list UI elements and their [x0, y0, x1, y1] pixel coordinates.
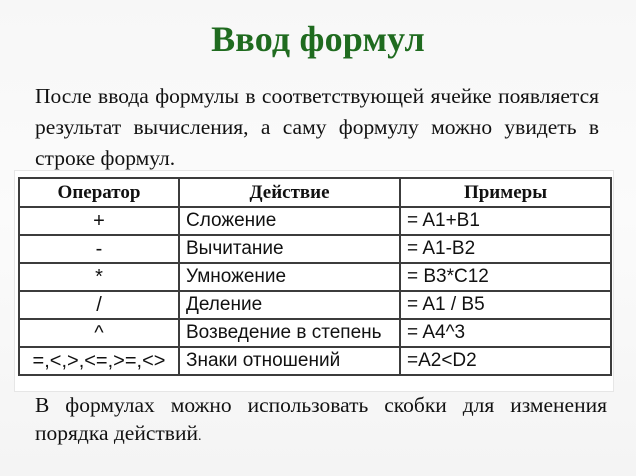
operator-cell: -: [19, 235, 179, 263]
slide-title: Ввод формул: [211, 19, 425, 59]
example-cell: = B3*C12: [400, 263, 611, 291]
table-row: [19, 291, 611, 319]
table-header-row: [19, 178, 611, 207]
action-cell: Деление: [179, 291, 400, 319]
operators-table: [18, 177, 612, 376]
table-row: [19, 319, 611, 347]
operator-cell: =,<,>,<=,>=,<>: [19, 347, 179, 375]
operator-cell: /: [19, 291, 179, 319]
example-cell: = A4^3: [400, 319, 611, 347]
action-cell: Сложение: [179, 207, 400, 235]
table-row: [19, 347, 611, 375]
table-row: [19, 207, 611, 235]
operator-cell: +: [19, 207, 179, 235]
outro-period: .: [197, 429, 202, 444]
header-action: Действие: [179, 178, 400, 207]
action-cell: Вычитание: [179, 235, 400, 263]
example-cell: = A1+B1: [400, 207, 611, 235]
intro-paragraph: После ввода формулы в соответствующей ячейке появляется результат вычисления, а саму формулу можно увидеть в строке формул.: [35, 84, 599, 170]
action-cell: Знаки отношений: [179, 347, 400, 375]
action-cell: Возведение в степень: [179, 319, 400, 347]
operators-table-container: [15, 171, 613, 391]
outro-paragraph: [35, 391, 607, 451]
example-cell: = A1-B2: [400, 235, 611, 263]
header-operator: Оператор: [19, 178, 179, 207]
table-row: [19, 263, 611, 291]
operator-cell: ^: [19, 319, 179, 347]
example-cell: =A2<D2: [400, 347, 611, 375]
operator-cell: *: [19, 263, 179, 291]
header-examples: Примеры: [400, 178, 611, 207]
outro-text: В формулах можно использовать скобки для изменения порядка действий: [35, 393, 607, 445]
table-row: [19, 235, 611, 263]
action-cell: Умножение: [179, 263, 400, 291]
example-cell: = A1 / B5: [400, 291, 611, 319]
